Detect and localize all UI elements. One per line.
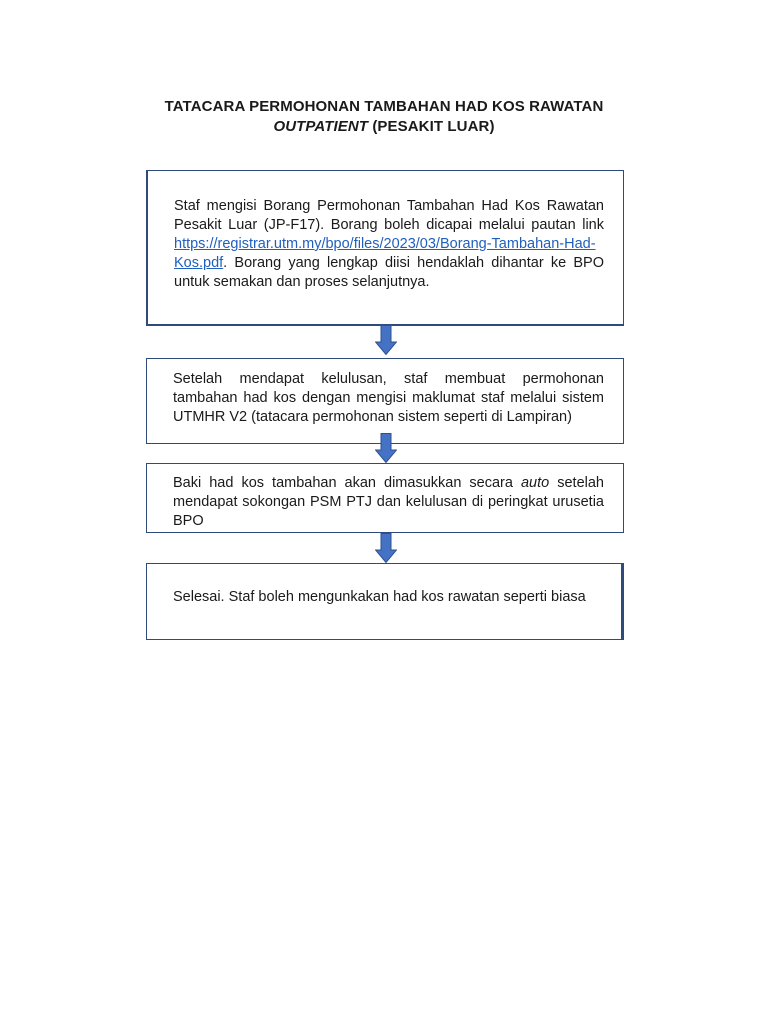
arrow-down-icon: [375, 433, 397, 463]
step-3-text-after: setelah mendapat sokongan PSM PTJ dan kelulusan di peringkat urusetia BPO: [173, 475, 604, 529]
step-3-box: [146, 463, 624, 533]
step-1-text-before-link: Staf mengisi Borang Permohonan Tambahan Had Kos Rawatan Pesakit Luar (JP-F17). Borang boleh dicapai melalui pautan link: [174, 198, 604, 233]
step-3-text-before: Baki had kos tambahan akan dimasukkan secara: [173, 475, 521, 491]
borang-link[interactable]: https://registrar.utm.my/bpo/files/2023/03/Borang-Tambahan-Had-Kos.pdf: [174, 236, 596, 271]
page-title: [120, 97, 648, 137]
step-1-box: [146, 170, 624, 326]
title-outpatient: OUTPATIENT: [273, 118, 369, 135]
step-1-text: [174, 197, 604, 292]
arrow-down-icon: [375, 325, 397, 355]
step-4-box: [146, 563, 624, 640]
step-2-text: Setelah mendapat kelulusan, staf membuat permohonan tambahan had kos dengan mengisi maklumat staf melalui sistem UTMHR V2 (tatacara permohonan sistem seperti di Lampiran): [173, 371, 604, 425]
step-3-text: [173, 474, 604, 531]
step-1-text-after-link: . Borang yang lengkap diisi hendaklah dihantar ke BPO untuk semakan dan proses selanjutnya.: [174, 255, 604, 290]
title-pesakit-luar: (PESAKIT LUAR): [368, 118, 495, 135]
step-2-box: [146, 358, 624, 444]
step-4-text: Selesai. Staf boleh mengunkakan had kos rawatan seperti biasa: [173, 589, 586, 605]
title-line-2: [120, 117, 648, 137]
arrow-down-icon: [375, 533, 397, 563]
step-3-auto: auto: [520, 475, 550, 491]
title-line-1: TATACARA PERMOHONAN TAMBAHAN HAD KOS RAWATAN: [164, 98, 604, 115]
